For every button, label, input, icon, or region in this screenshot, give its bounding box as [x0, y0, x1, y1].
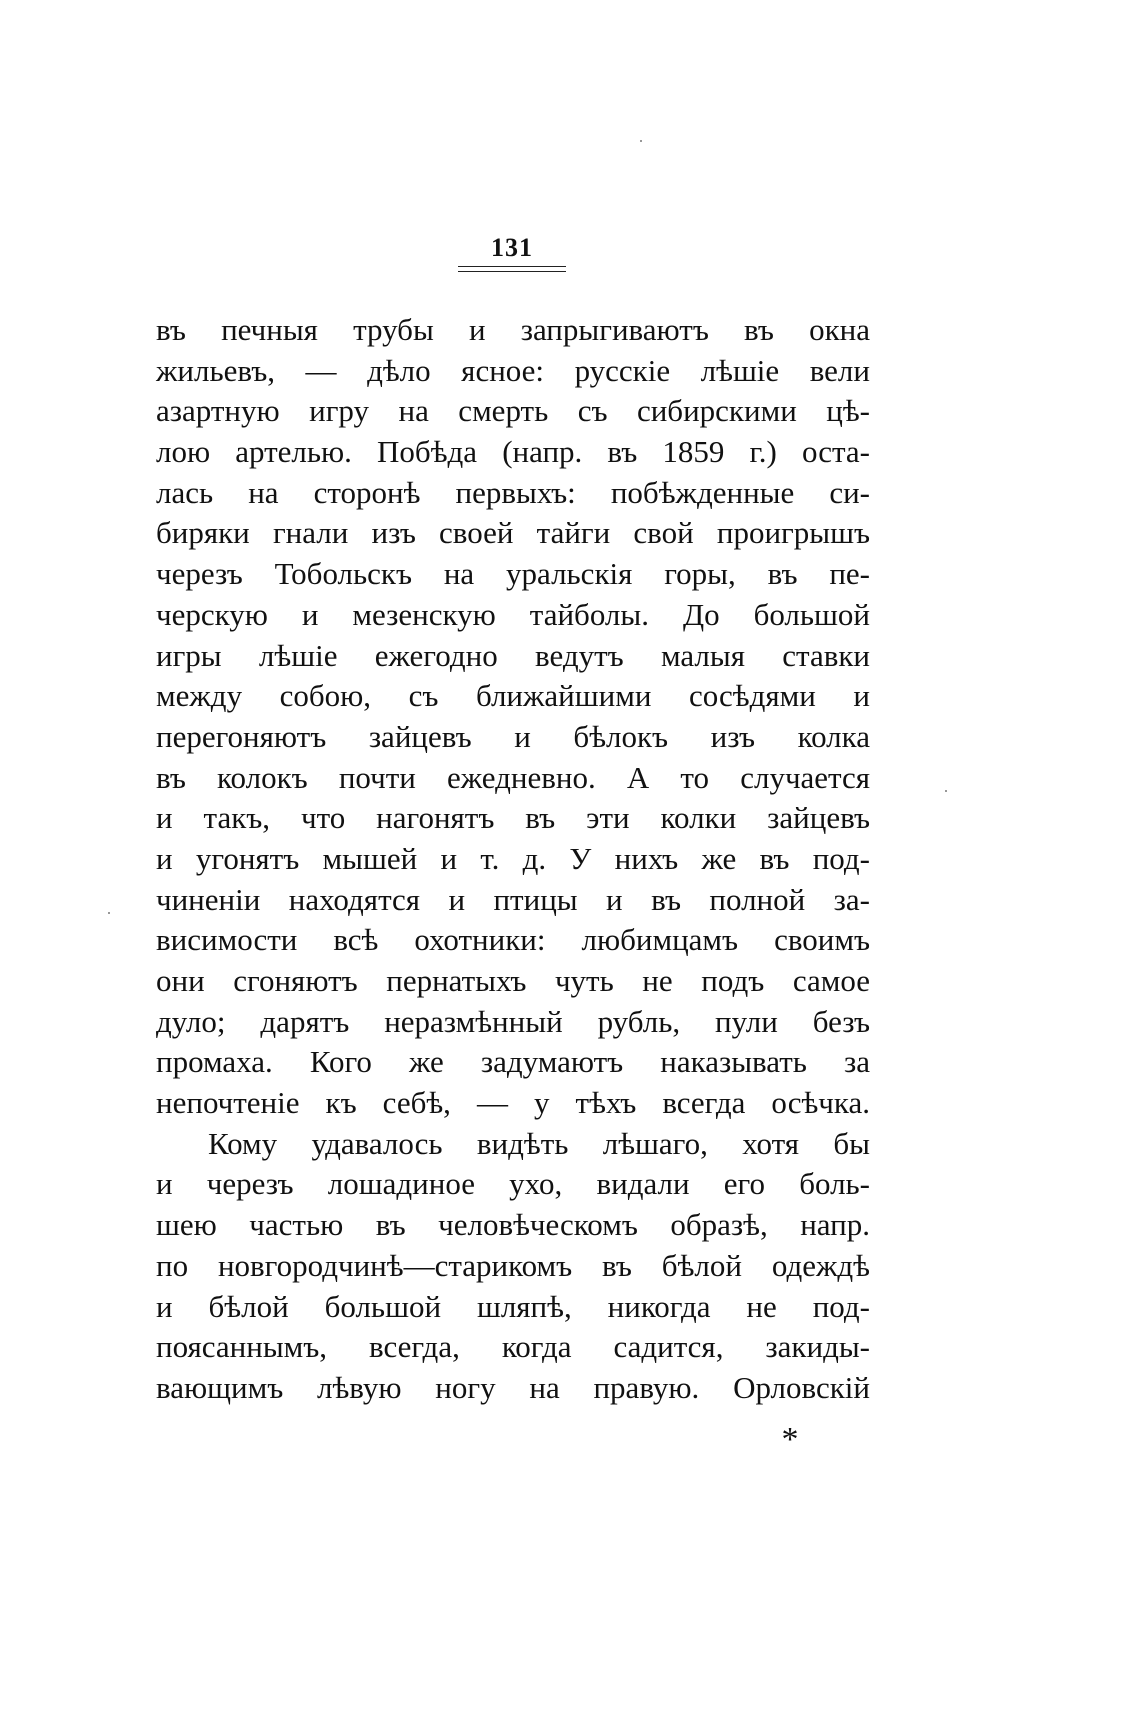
text-line: жильевъ, — дѣло ясное: русскіе лѣшіе вели [156, 352, 870, 388]
text-line: перегоняютъ зайцевъ и бѣлокъ изъ колка [156, 718, 870, 754]
signature-mark: * [781, 1421, 799, 1458]
paper-speck [108, 912, 110, 914]
page-number-rule [458, 271, 566, 272]
page-number: 131 [491, 233, 533, 262]
text-line: чиненіи находятся и птицы и въ полной за- [156, 881, 870, 917]
text-line: между собою, съ ближайшими сосѣдями и [156, 678, 870, 714]
body-text [156, 310, 870, 1409]
text-line: черскую и мезенскую тайболы. До большой [156, 596, 870, 632]
text-line: шею частью въ человѣческомъ образѣ, напр. [156, 1207, 870, 1243]
page-number-rule [458, 266, 566, 267]
text-line: промаха. Кого же задумаютъ наказывать за [156, 1044, 870, 1080]
text-line: по новгородчинѣ—старикомъ въ бѣлой одеждѣ [156, 1247, 870, 1283]
text-line: азартную игру на смерть съ сибирскими цѣ- [156, 393, 870, 429]
text-line: висимости всѣ охотники: любимцамъ своимъ [156, 922, 870, 958]
text-line: вающимъ лѣвую ногу на правую. Орловскій [156, 1369, 870, 1405]
text-line: поясаннымъ, всегда, когда садится, закиды- [156, 1329, 870, 1365]
paper-speck [640, 140, 642, 142]
text-line: биряки гнали изъ своей тайги свой проигрышъ [156, 515, 870, 551]
text-line: черезъ Тобольскъ на уральскія горы, въ пе- [156, 556, 870, 592]
text-line-paragraph-start: Кому удавалось видѣть лѣшаго, хотя бы [208, 1125, 870, 1161]
text-line: и угонятъ мышей и т. д. У нихъ же въ под- [156, 840, 870, 876]
text-line: лась на сторонѣ первыхъ: побѣжденные си- [156, 474, 870, 510]
paper-speck [945, 790, 947, 792]
text-line: они сгоняютъ пернатыхъ чуть не подъ самое [156, 963, 870, 998]
text-line: въ печныя трубы и запрыгиваютъ въ окна [156, 312, 870, 347]
text-line: и черезъ лошадиное ухо, видали его боль- [156, 1166, 870, 1202]
text-line: и такъ, что нагонятъ въ эти колки зайцевъ [156, 800, 870, 836]
text-line: игры лѣшіе ежегодно ведутъ малыя ставки [156, 637, 870, 673]
text-line: дуло; дарятъ неразмѣнный рубль, пули безъ [156, 1003, 870, 1039]
text-line: и бѣлой большой шляпѣ, никогда не под- [156, 1288, 870, 1324]
text-line: непочтеніе къ себѣ, — у тѣхъ всегда осѣчка. [156, 1085, 870, 1121]
text-line: лою артелью. Побѣда (напр. въ 1859 г.) оста- [156, 434, 870, 470]
text-line: въ колокъ почти ежедневно. А то случается [156, 759, 870, 795]
